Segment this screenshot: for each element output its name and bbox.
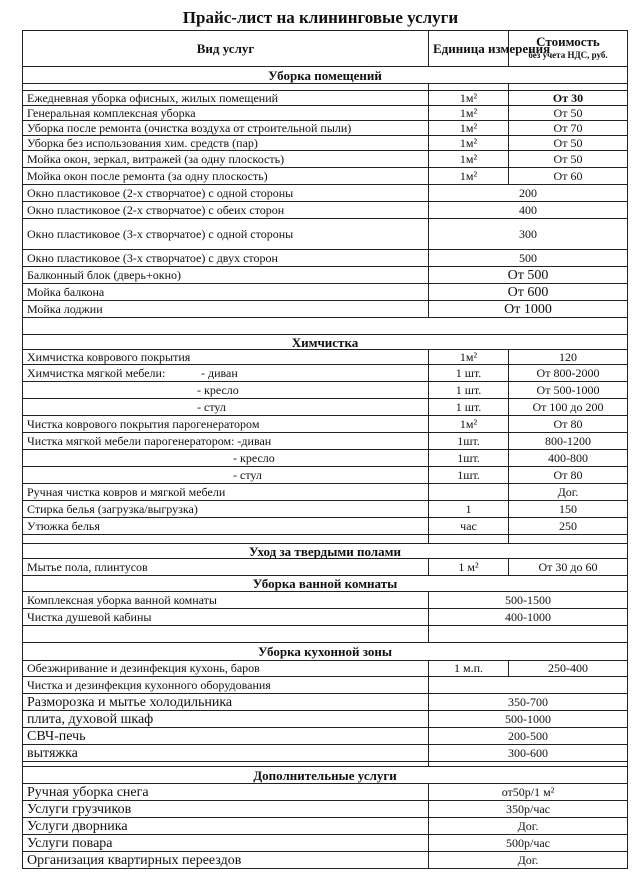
table-row: Чистка и дезинфекция кухонного оборудования (23, 677, 628, 694)
section-header-cleaning: Уборка помещений (23, 67, 628, 84)
section-header-bathroom: Уборка ванной комнаты (23, 576, 628, 592)
table-row: Мойка окон, зеркал, витражей (за одну плоскость) 1м² От 50 (23, 151, 628, 168)
spacer-row (23, 84, 628, 91)
table-row: Услуги дворника Дог. (23, 818, 628, 835)
table-row: Химчистка мягкой мебели: - диван 1 шт. От 800-2000 (23, 365, 628, 382)
table-row: Уборка без использования хим. средств (пар) 1м² От 50 (23, 136, 628, 151)
section-header-kitchen: Уборка кухонной зоны (23, 643, 628, 661)
table-row: Окно пластиковое (2-х створчатое) с одной стороны 200 (23, 185, 628, 202)
table-row: Утюжка белья час 250 (23, 518, 628, 535)
table-row: Чистка мягкой мебели парогенератором: -диван 1шт. 800-1200 (23, 433, 628, 450)
table-row: Услуги повара 500р/час (23, 835, 628, 852)
table-row: Организация квартирных переездов Дог. (23, 852, 628, 869)
table-row: СВЧ-печь 200-500 (23, 728, 628, 745)
table-row: Комплексная уборка ванной комнаты 500-1500 (23, 592, 628, 609)
table-row: плита, духовой шкаф 500-1000 (23, 711, 628, 728)
table-row: Уборка после ремонта (очистка воздуха от строительной пыли) 1м² От 70 (23, 121, 628, 136)
table-row: Стирка белья (загрузка/выгрузка) 1 150 (23, 501, 628, 518)
table-row: Мытье пола, плинтусов 1 м² От 30 до 60 (23, 559, 628, 576)
table-row: Разморозка и мытье холодильника 350-700 (23, 694, 628, 711)
header-row (23, 31, 628, 67)
table-row: Балконный блок (дверь+окно) От 500 (23, 267, 628, 284)
table-row: Окно пластиковое (3-х створчатое) с одной стороны 300 (23, 219, 628, 250)
table-row: Окно пластиковое (3-х створчатое) с двух сторон 500 (23, 250, 628, 267)
section-header-dry-cleaning: Химчистка (23, 335, 628, 350)
table-row: Мойка балкона От 600 (23, 284, 628, 301)
table-row: Химчистка коврового покрытия 1м² 120 (23, 350, 628, 365)
section-header-hard-floors: Уход за твердыми полами (23, 544, 628, 559)
table-row: Мойка окон после ремонта (за одну плоскость) 1м² От 60 (23, 168, 628, 185)
table-row: - стул 1 шт. От 100 до 200 (23, 399, 628, 416)
spacer-row (23, 318, 628, 335)
table-row: Чистка коврового покрытия парогенератором 1м² От 80 (23, 416, 628, 433)
header-price: Стоимость без учета НДС, руб. (509, 31, 628, 67)
table-row: - кресло 1шт. 400-800 (23, 450, 628, 467)
section-header-additional: Дополнительные услуги (23, 767, 628, 784)
table-row: - стул 1шт. От 80 (23, 467, 628, 484)
table-row: Ручная уборка снега от50р/1 м² (23, 784, 628, 801)
table-row: вытяжка 300-600 (23, 745, 628, 762)
spacer-row (23, 626, 628, 643)
header-unit: Единица измерения (429, 31, 509, 67)
price-table (22, 30, 628, 869)
table-row: Ручная чистка ковров и мягкой мебели Дог. (23, 484, 628, 501)
table-row: Генеральная комплексная уборка 1м² От 50 (23, 106, 628, 121)
table-row: Ежедневная уборка офисных, жилых помещений 1м² От 30 (23, 91, 628, 106)
table-row: Чистка душевой кабины 400-1000 (23, 609, 628, 626)
page-title: Прайс-лист на клининговые услуги (182, 8, 459, 27)
table-row: - кресло 1 шт. От 500-1000 (23, 382, 628, 399)
spacer-row (23, 535, 628, 544)
table-row: Окно пластиковое (2-х створчатое) с обеих сторон 400 (23, 202, 628, 219)
table-row: Услуги грузчиков 350р/час (23, 801, 628, 818)
table-row: Обезжиривание и дезинфекция кухонь, баров 1 м.п. 250-400 (23, 661, 628, 677)
table-row: Мойка лоджии От 1000 (23, 301, 628, 318)
header-service: Вид услуг (23, 31, 429, 67)
